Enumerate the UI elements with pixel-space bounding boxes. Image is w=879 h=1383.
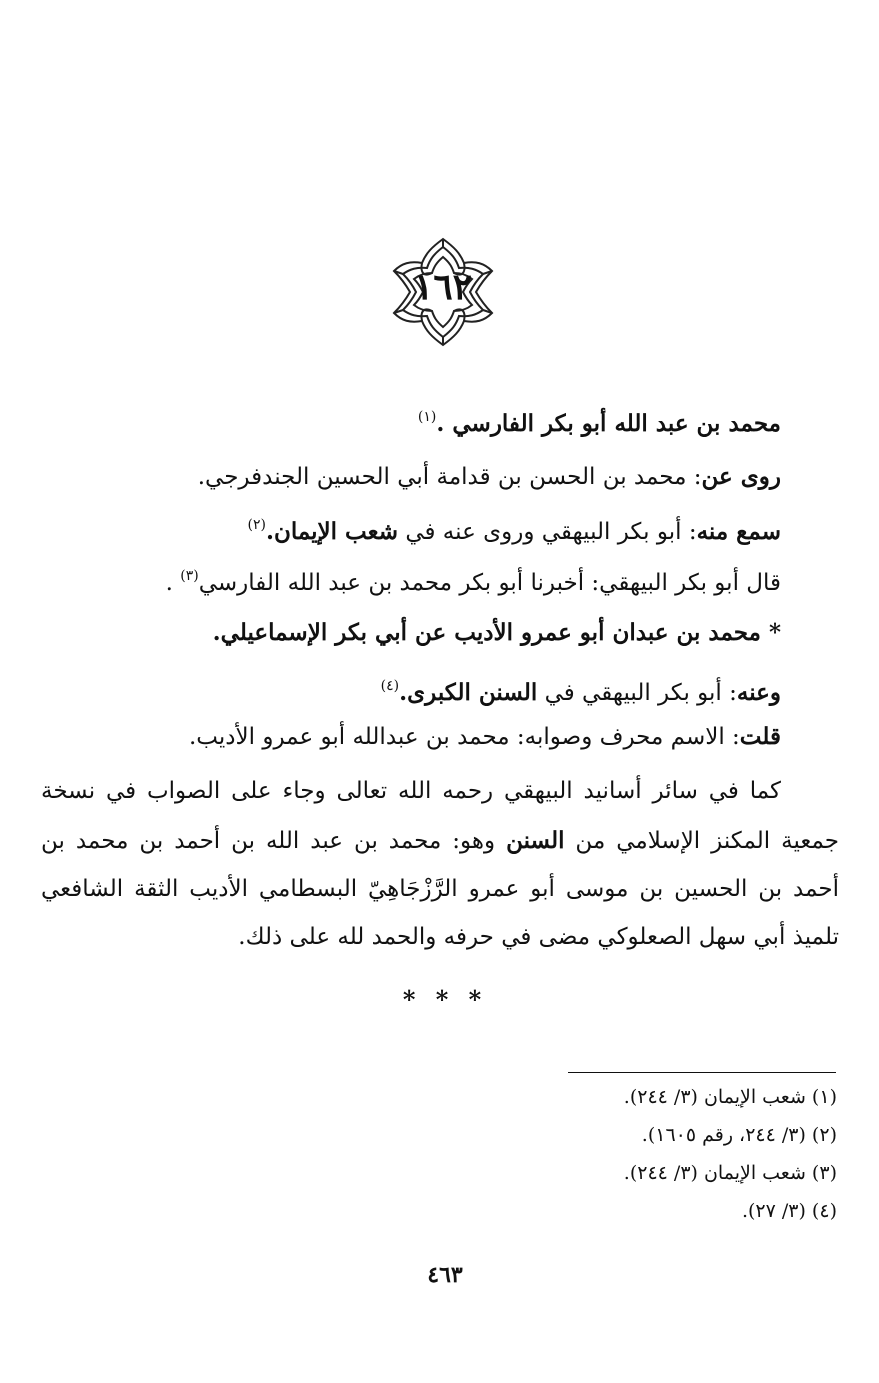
- line-qultu: [69, 718, 781, 756]
- footnote-ref-3: (٣): [180, 568, 199, 584]
- label-qultu: قلت: [739, 723, 781, 750]
- line-qal: [69, 557, 781, 602]
- footnote-ref-4: (٤): [380, 678, 400, 694]
- paragraph-line-4: تلميذ أبي سهل الصعلوكي مضى في حرفه والحمد لله على ذلك.: [238, 924, 839, 950]
- paragraph-line-3: أحمد بن الحسين بن موسى أبو عمرو الرَّزْجَاهِيّ البسطامي الأديب الثقة الشافعي: [41, 876, 839, 902]
- book-title-sunan: السنن الكبرى.: [399, 679, 538, 706]
- paragraph-line-2-a: جمعية المكنز الإسلامي من: [564, 828, 839, 854]
- text-wanhu: : أبو بكر البيهقي في: [537, 680, 737, 706]
- text-rawa-an: : محمد بن الحسن بن قدامة أبي الحسين الجندفرجي.: [197, 464, 702, 490]
- entry-heading: [69, 398, 781, 443]
- line-rawa: [69, 458, 781, 496]
- paragraph-line-2-b: وهو: محمد بن عبد الله بن أحمد بن محمد بن: [41, 828, 507, 854]
- footnote-ref-2: (٢): [247, 517, 266, 533]
- footnote-1: (١) شعب الإيمان (٣/ ٢٤٤).: [623, 1086, 837, 1108]
- paragraph-line-2: [41, 822, 839, 860]
- label-wanhu: وعنه: [736, 679, 781, 706]
- book-title-shuab: شعب الإيمان.: [265, 518, 399, 545]
- footnote-3: (٣) شعب الإيمان (٣/ ٢٤٤).: [623, 1162, 837, 1184]
- line-samia: [69, 506, 781, 551]
- footnote-2: (٢) (٣/ ٢٤٤، رقم ١٦٠٥).: [641, 1124, 837, 1146]
- entry-two-heading: * محمد بن عبدان أبو عمرو الأديب عن أبي بكر الإسماعيلي.: [212, 619, 781, 646]
- page-number: ٤٦٣: [427, 1262, 463, 1288]
- label-rawa-an: روى عن: [701, 463, 781, 490]
- text-samia-minhu: : أبو بكر البيهقي وروى عنه في: [398, 519, 697, 545]
- text-qal-end: .: [165, 570, 181, 596]
- entry-number: ١٦٢: [413, 266, 472, 308]
- footnote-4: (٤) (٣/ ٢٧).: [741, 1200, 837, 1222]
- text-qal: قال أبو بكر البيهقي: أخبرنا أبو بكر محمد بن عبد الله الفارسي: [198, 570, 781, 596]
- paragraph-line-1: كما في سائر أسانيد البيهقي رحمه الله تعالى وجاء على الصواب في نسخة: [41, 778, 781, 804]
- footnote-divider: [568, 1072, 836, 1073]
- footnote-ref-1: (١): [417, 409, 437, 425]
- entry-heading-text: محمد بن عبد الله أبو بكر الفارسي .: [436, 410, 781, 437]
- text-qultu: : الاسم محرف وصوابه: محمد بن عبدالله أبو عمرو الأديب.: [189, 724, 740, 750]
- book-title-sunan-2: السنن: [506, 827, 565, 854]
- section-separator: * * *: [402, 985, 488, 1014]
- label-samia-minhu: سمع منه: [696, 518, 781, 545]
- line-wanhu: [69, 667, 781, 712]
- entry-number-ornament: [384, 233, 502, 351]
